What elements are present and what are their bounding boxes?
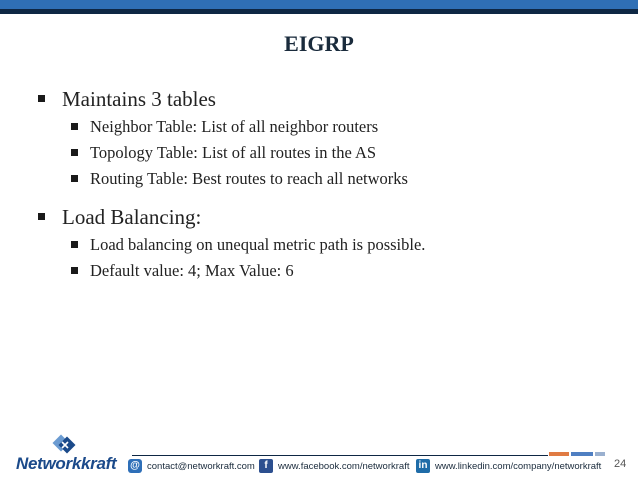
bullet-square-icon <box>71 267 78 274</box>
footer-linkedin[interactable] <box>416 459 601 475</box>
footer-divider <box>132 455 548 456</box>
bullet-text: Load Balancing: <box>62 205 202 229</box>
bullet-list <box>34 84 618 284</box>
linkedin-icon: in <box>416 459 430 473</box>
logo-icon <box>52 434 78 456</box>
email-text: contact@networkraft.com <box>147 461 255 472</box>
footer-email[interactable] <box>128 459 255 475</box>
footer-accent-blue <box>571 452 593 456</box>
bullet-item <box>34 202 618 232</box>
top-accent-bar-dark <box>0 9 638 14</box>
facebook-text: www.facebook.com/networkraft <box>278 461 410 472</box>
bullet-square-icon <box>38 95 45 102</box>
sub-bullet-text: Load balancing on unequal metric path is possible. <box>90 235 426 254</box>
footer-accent-light <box>595 452 605 456</box>
bullet-square-icon <box>71 149 78 156</box>
page-number: 24 <box>614 458 627 470</box>
email-icon: @ <box>128 459 142 473</box>
sub-bullet-text: Neighbor Table: List of all neighbor routers <box>90 117 379 136</box>
facebook-icon: f <box>259 459 273 473</box>
bullet-item <box>34 84 618 114</box>
sub-bullet-item <box>34 232 618 258</box>
sub-bullet-text: Default value: 4; Max Value: 6 <box>90 261 294 280</box>
networkraft-logo[interactable] <box>16 434 120 476</box>
footer-facebook[interactable] <box>259 459 409 475</box>
bullet-square-icon <box>38 213 45 220</box>
footer-accent-orange <box>549 452 569 456</box>
logo-wordmark: Networkkraft <box>16 454 117 473</box>
bullet-text: Maintains 3 tables <box>62 87 216 111</box>
top-accent-bar <box>0 0 638 9</box>
bullet-square-icon <box>71 123 78 130</box>
sub-bullet-item <box>34 258 618 284</box>
sub-bullet-item <box>34 166 618 192</box>
bullet-square-icon <box>71 175 78 182</box>
sub-bullet-text: Routing Table: Best routes to reach all networks <box>90 169 408 188</box>
slide-title: EIGRP <box>284 31 354 56</box>
sub-bullet-item <box>34 140 618 166</box>
bullet-square-icon <box>71 241 78 248</box>
linkedin-text: www.linkedin.com/company/networkraft <box>435 461 602 472</box>
sub-bullet-item <box>34 114 618 140</box>
sub-bullet-text: Topology Table: List of all routes in the AS <box>90 143 377 162</box>
